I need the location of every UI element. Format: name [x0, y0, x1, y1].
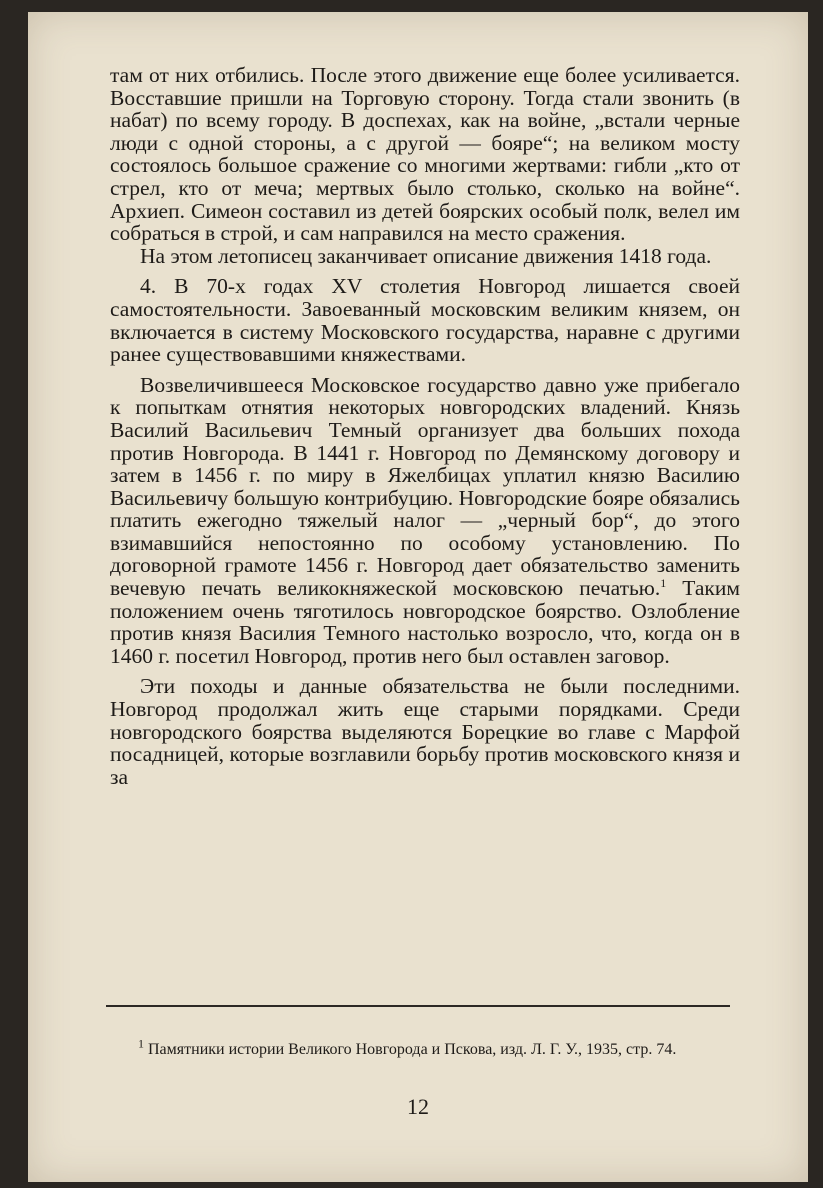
body-text [110, 64, 740, 788]
paragraph-4 [110, 374, 740, 668]
footnote-ref: 1 [660, 575, 667, 590]
page-number: 12 [407, 1094, 429, 1119]
paragraph-1: там от них отбились. После этого движение еще более усиливается. Восставшие пришли на Торговую сторону. Тогда стали звонить (в набат) по всему городу. В доспехах, как на войне, „встали черные люди с одной стороны, а с другой — бояре“; на великом мосту состоялось большое сражение со многими жертвами: гибли „кто от стрел, кто от меча; мертвых было столько, сколько на войне“. Архиеп. Симеон составил из детей боярских особый полк, велел им собраться в строй, и сам направился на место сражения. [110, 63, 740, 246]
footnote [112, 1036, 732, 1060]
book-page [28, 12, 808, 1182]
footnote-divider [106, 1005, 730, 1007]
paragraph-2: На этом летописец заканчивает описание движения 1418 года. [140, 243, 712, 268]
paragraph-4-text: Возвеличившееся Московское государство давно уже прибегало к попыткам отнятия некоторых новгородских владений. Князь Василий Васильевич Темный организует два больших похода против Новгорода. В 1441 г. Новгород по Демянскому договору и затем в 1456 г. по миру в Яжелбицах уплатил князю Василию Васильевичу большую контрибуцию. Новгородские бояре обязались платить ежегодно тяжелый налог — „черный бор“, до этого взимавшийся непостоянно по особому установлению. По договорной грамоте 1456 г. Новгород дает обязательство заменить вечевую печать великокняжеской московскою печатью. [110, 372, 740, 601]
paragraph-3: 4. В 70-х годах XV столетия Новгород лишается своей самостоятельности. Завоеванный московским великим князем, он включается в систему Московского государства, наравне с другими ранее существовавшими княжествами. [110, 274, 740, 367]
paragraph-5: Эти походы и данные обязательства не были последними. Новгород продолжал жить еще старыми порядками. Среди новгородского боярства выделяются Борецкие во главе с Марфой посадницей, которые возглавили борьбу против московского князя и за [110, 674, 740, 789]
footnote-marker: 1 [138, 1036, 144, 1051]
paragraph-4-continued: Таким положением очень тяготилось новгородское боярство. Озлобление против князя Василия Темного настолько возросло, что, когда он в 1460 г. посетил Новгород, против него был оставлен заговор. [110, 576, 740, 668]
footnote-text: Памятники истории Великого Новгорода и Пскова, изд. Л. Г. У., 1935, стр. 74. [148, 1041, 677, 1058]
